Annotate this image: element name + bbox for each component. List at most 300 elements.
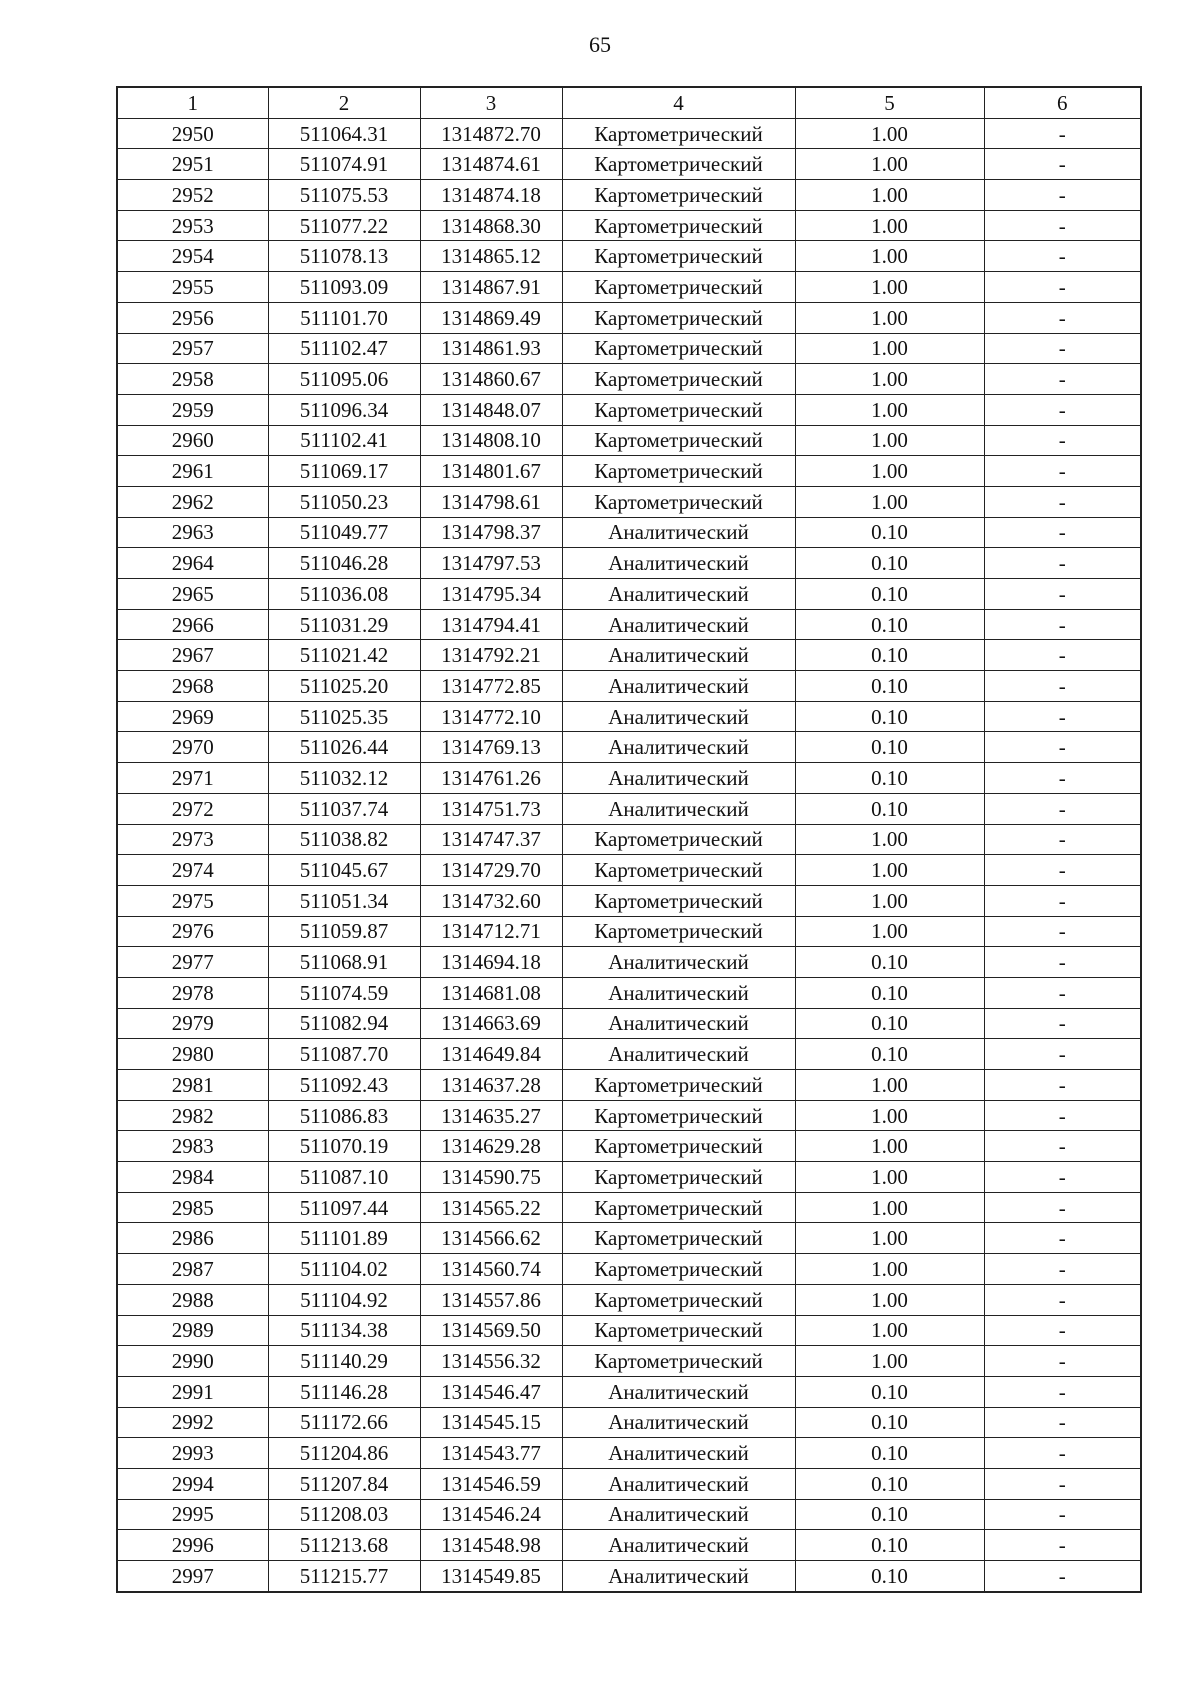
table-header bbox=[117, 87, 1141, 118]
x-coordinate-cell: 511208.03 bbox=[268, 1499, 420, 1530]
note-cell: - bbox=[984, 763, 1141, 794]
y-coordinate-cell: 1314865.12 bbox=[420, 241, 562, 272]
table-row bbox=[117, 180, 1141, 211]
note-cell: - bbox=[984, 1131, 1141, 1162]
note-cell: - bbox=[984, 425, 1141, 456]
y-coordinate-cell: 1314546.59 bbox=[420, 1468, 562, 1499]
accuracy-cell: 1.00 bbox=[795, 149, 984, 180]
y-coordinate-cell: 1314556.32 bbox=[420, 1346, 562, 1377]
point-number-cell: 2994 bbox=[117, 1468, 268, 1499]
method-cell: Картометрический bbox=[562, 1346, 795, 1377]
y-coordinate-cell: 1314874.61 bbox=[420, 149, 562, 180]
x-coordinate-cell: 511087.70 bbox=[268, 1039, 420, 1070]
y-coordinate-cell: 1314801.67 bbox=[420, 456, 562, 487]
method-cell: Картометрический bbox=[562, 364, 795, 395]
x-coordinate-cell: 511215.77 bbox=[268, 1561, 420, 1592]
accuracy-cell: 1.00 bbox=[795, 210, 984, 241]
accuracy-cell: 1.00 bbox=[795, 1223, 984, 1254]
point-number-cell: 2974 bbox=[117, 855, 268, 886]
x-coordinate-cell: 511207.84 bbox=[268, 1468, 420, 1499]
note-cell: - bbox=[984, 977, 1141, 1008]
y-coordinate-cell: 1314732.60 bbox=[420, 885, 562, 916]
table-row bbox=[117, 241, 1141, 272]
method-cell: Картометрический bbox=[562, 1315, 795, 1346]
point-number-cell: 2957 bbox=[117, 333, 268, 364]
y-coordinate-cell: 1314798.37 bbox=[420, 517, 562, 548]
note-cell: - bbox=[984, 609, 1141, 640]
method-cell: Картометрический bbox=[562, 272, 795, 303]
note-cell: - bbox=[984, 1162, 1141, 1193]
x-coordinate-cell: 511068.91 bbox=[268, 947, 420, 978]
y-coordinate-cell: 1314557.86 bbox=[420, 1284, 562, 1315]
x-coordinate-cell: 511101.89 bbox=[268, 1223, 420, 1254]
accuracy-cell: 1.00 bbox=[795, 1162, 984, 1193]
note-cell: - bbox=[984, 1468, 1141, 1499]
table-row bbox=[117, 302, 1141, 333]
accuracy-cell: 0.10 bbox=[795, 1438, 984, 1469]
y-coordinate-cell: 1314549.85 bbox=[420, 1561, 562, 1592]
note-cell: - bbox=[984, 272, 1141, 303]
point-number-cell: 2951 bbox=[117, 149, 268, 180]
point-number-cell: 2983 bbox=[117, 1131, 268, 1162]
note-cell: - bbox=[984, 1100, 1141, 1131]
point-number-cell: 2990 bbox=[117, 1346, 268, 1377]
point-number-cell: 2963 bbox=[117, 517, 268, 548]
table-row bbox=[117, 272, 1141, 303]
note-cell: - bbox=[984, 671, 1141, 702]
method-cell: Картометрический bbox=[562, 1284, 795, 1315]
note-cell: - bbox=[984, 947, 1141, 978]
accuracy-cell: 1.00 bbox=[795, 1070, 984, 1101]
x-coordinate-cell: 511102.41 bbox=[268, 425, 420, 456]
method-cell: Картометрический bbox=[562, 855, 795, 886]
x-coordinate-cell: 511070.19 bbox=[268, 1131, 420, 1162]
note-cell: - bbox=[984, 732, 1141, 763]
point-number-cell: 2961 bbox=[117, 456, 268, 487]
note-cell: - bbox=[984, 548, 1141, 579]
accuracy-cell: 1.00 bbox=[795, 885, 984, 916]
x-coordinate-cell: 511092.43 bbox=[268, 1070, 420, 1101]
column-header-2: 2 bbox=[268, 87, 420, 118]
method-cell: Аналитический bbox=[562, 732, 795, 763]
table-row bbox=[117, 977, 1141, 1008]
y-coordinate-cell: 1314772.10 bbox=[420, 701, 562, 732]
method-cell: Аналитический bbox=[562, 1468, 795, 1499]
table-row bbox=[117, 1346, 1141, 1377]
table-row bbox=[117, 1008, 1141, 1039]
y-coordinate-cell: 1314663.69 bbox=[420, 1008, 562, 1039]
x-coordinate-cell: 511075.53 bbox=[268, 180, 420, 211]
x-coordinate-cell: 511095.06 bbox=[268, 364, 420, 395]
point-number-cell: 2986 bbox=[117, 1223, 268, 1254]
table-row bbox=[117, 517, 1141, 548]
accuracy-cell: 0.10 bbox=[795, 701, 984, 732]
method-cell: Аналитический bbox=[562, 793, 795, 824]
method-cell: Аналитический bbox=[562, 1530, 795, 1561]
note-cell: - bbox=[984, 916, 1141, 947]
x-coordinate-cell: 511036.08 bbox=[268, 579, 420, 610]
y-coordinate-cell: 1314795.34 bbox=[420, 579, 562, 610]
note-cell: - bbox=[984, 1561, 1141, 1592]
point-number-cell: 2993 bbox=[117, 1438, 268, 1469]
point-number-cell: 2969 bbox=[117, 701, 268, 732]
y-coordinate-cell: 1314747.37 bbox=[420, 824, 562, 855]
table-row bbox=[117, 701, 1141, 732]
accuracy-cell: 0.10 bbox=[795, 1376, 984, 1407]
x-coordinate-cell: 511074.91 bbox=[268, 149, 420, 180]
x-coordinate-cell: 511038.82 bbox=[268, 824, 420, 855]
accuracy-cell: 0.10 bbox=[795, 1039, 984, 1070]
method-cell: Картометрический bbox=[562, 1070, 795, 1101]
method-cell: Картометрический bbox=[562, 394, 795, 425]
table-row bbox=[117, 1315, 1141, 1346]
accuracy-cell: 1.00 bbox=[795, 1254, 984, 1285]
accuracy-cell: 0.10 bbox=[795, 1468, 984, 1499]
accuracy-cell: 1.00 bbox=[795, 456, 984, 487]
x-coordinate-cell: 511025.35 bbox=[268, 701, 420, 732]
point-number-cell: 2966 bbox=[117, 609, 268, 640]
table-row bbox=[117, 456, 1141, 487]
table-row bbox=[117, 1162, 1141, 1193]
y-coordinate-cell: 1314874.18 bbox=[420, 180, 562, 211]
y-coordinate-cell: 1314751.73 bbox=[420, 793, 562, 824]
note-cell: - bbox=[984, 855, 1141, 886]
accuracy-cell: 1.00 bbox=[795, 302, 984, 333]
method-cell: Картометрический bbox=[562, 302, 795, 333]
method-cell: Аналитический bbox=[562, 609, 795, 640]
note-cell: - bbox=[984, 333, 1141, 364]
accuracy-cell: 1.00 bbox=[795, 364, 984, 395]
y-coordinate-cell: 1314546.47 bbox=[420, 1376, 562, 1407]
accuracy-cell: 1.00 bbox=[795, 1192, 984, 1223]
method-cell: Аналитический bbox=[562, 1039, 795, 1070]
table-row bbox=[117, 1223, 1141, 1254]
method-cell: Картометрический bbox=[562, 1254, 795, 1285]
table-row bbox=[117, 671, 1141, 702]
note-cell: - bbox=[984, 1530, 1141, 1561]
x-coordinate-cell: 511086.83 bbox=[268, 1100, 420, 1131]
note-cell: - bbox=[984, 364, 1141, 395]
x-coordinate-cell: 511093.09 bbox=[268, 272, 420, 303]
point-number-cell: 2995 bbox=[117, 1499, 268, 1530]
y-coordinate-cell: 1314808.10 bbox=[420, 425, 562, 456]
note-cell: - bbox=[984, 1315, 1141, 1346]
table-row bbox=[117, 916, 1141, 947]
x-coordinate-cell: 511097.44 bbox=[268, 1192, 420, 1223]
point-number-cell: 2980 bbox=[117, 1039, 268, 1070]
x-coordinate-cell: 511102.47 bbox=[268, 333, 420, 364]
y-coordinate-cell: 1314769.13 bbox=[420, 732, 562, 763]
accuracy-cell: 1.00 bbox=[795, 1346, 984, 1377]
table-row bbox=[117, 1192, 1141, 1223]
accuracy-cell: 1.00 bbox=[795, 1284, 984, 1315]
table-row bbox=[117, 210, 1141, 241]
point-number-cell: 2954 bbox=[117, 241, 268, 272]
note-cell: - bbox=[984, 1407, 1141, 1438]
x-coordinate-cell: 511026.44 bbox=[268, 732, 420, 763]
accuracy-cell: 0.10 bbox=[795, 1561, 984, 1592]
method-cell: Аналитический bbox=[562, 640, 795, 671]
note-cell: - bbox=[984, 180, 1141, 211]
point-number-cell: 2989 bbox=[117, 1315, 268, 1346]
method-cell: Картометрический bbox=[562, 1192, 795, 1223]
method-cell: Аналитический bbox=[562, 548, 795, 579]
table-row bbox=[117, 732, 1141, 763]
table-row bbox=[117, 885, 1141, 916]
y-coordinate-cell: 1314772.85 bbox=[420, 671, 562, 702]
x-coordinate-cell: 511204.86 bbox=[268, 1438, 420, 1469]
point-number-cell: 2987 bbox=[117, 1254, 268, 1285]
table-row bbox=[117, 548, 1141, 579]
point-number-cell: 2953 bbox=[117, 210, 268, 241]
table-row bbox=[117, 1376, 1141, 1407]
point-number-cell: 2996 bbox=[117, 1530, 268, 1561]
point-number-cell: 2981 bbox=[117, 1070, 268, 1101]
point-number-cell: 2988 bbox=[117, 1284, 268, 1315]
x-coordinate-cell: 511050.23 bbox=[268, 486, 420, 517]
table-row bbox=[117, 486, 1141, 517]
y-coordinate-cell: 1314712.71 bbox=[420, 916, 562, 947]
table-row bbox=[117, 364, 1141, 395]
note-cell: - bbox=[984, 1039, 1141, 1070]
y-coordinate-cell: 1314649.84 bbox=[420, 1039, 562, 1070]
table-row bbox=[117, 1561, 1141, 1592]
table-row bbox=[117, 333, 1141, 364]
accuracy-cell: 0.10 bbox=[795, 732, 984, 763]
x-coordinate-cell: 511037.74 bbox=[268, 793, 420, 824]
method-cell: Картометрический bbox=[562, 885, 795, 916]
point-number-cell: 2992 bbox=[117, 1407, 268, 1438]
accuracy-cell: 1.00 bbox=[795, 1100, 984, 1131]
note-cell: - bbox=[984, 1192, 1141, 1223]
y-coordinate-cell: 1314792.21 bbox=[420, 640, 562, 671]
x-coordinate-cell: 511134.38 bbox=[268, 1315, 420, 1346]
table-row bbox=[117, 855, 1141, 886]
y-coordinate-cell: 1314867.91 bbox=[420, 272, 562, 303]
method-cell: Аналитический bbox=[562, 517, 795, 548]
note-cell: - bbox=[984, 640, 1141, 671]
table-row bbox=[117, 763, 1141, 794]
column-header-4: 4 bbox=[562, 87, 795, 118]
x-coordinate-cell: 511051.34 bbox=[268, 885, 420, 916]
x-coordinate-cell: 511025.20 bbox=[268, 671, 420, 702]
accuracy-cell: 1.00 bbox=[795, 824, 984, 855]
point-number-cell: 2997 bbox=[117, 1561, 268, 1592]
method-cell: Картометрический bbox=[562, 210, 795, 241]
table-row bbox=[117, 947, 1141, 978]
table-row bbox=[117, 118, 1141, 149]
table-row bbox=[117, 579, 1141, 610]
point-number-cell: 2967 bbox=[117, 640, 268, 671]
point-number-cell: 2973 bbox=[117, 824, 268, 855]
point-number-cell: 2968 bbox=[117, 671, 268, 702]
method-cell: Картометрический bbox=[562, 149, 795, 180]
method-cell: Картометрический bbox=[562, 1100, 795, 1131]
y-coordinate-cell: 1314629.28 bbox=[420, 1131, 562, 1162]
note-cell: - bbox=[984, 1008, 1141, 1039]
y-coordinate-cell: 1314566.62 bbox=[420, 1223, 562, 1254]
point-number-cell: 2960 bbox=[117, 425, 268, 456]
x-coordinate-cell: 511140.29 bbox=[268, 1346, 420, 1377]
accuracy-cell: 0.10 bbox=[795, 1530, 984, 1561]
method-cell: Аналитический bbox=[562, 947, 795, 978]
method-cell: Картометрический bbox=[562, 1131, 795, 1162]
y-coordinate-cell: 1314635.27 bbox=[420, 1100, 562, 1131]
method-cell: Аналитический bbox=[562, 977, 795, 1008]
y-coordinate-cell: 1314861.93 bbox=[420, 333, 562, 364]
method-cell: Картометрический bbox=[562, 486, 795, 517]
point-number-cell: 2984 bbox=[117, 1162, 268, 1193]
x-coordinate-cell: 511069.17 bbox=[268, 456, 420, 487]
x-coordinate-cell: 511146.28 bbox=[268, 1376, 420, 1407]
y-coordinate-cell: 1314548.98 bbox=[420, 1530, 562, 1561]
method-cell: Аналитический bbox=[562, 671, 795, 702]
column-header-3: 3 bbox=[420, 87, 562, 118]
point-number-cell: 2982 bbox=[117, 1100, 268, 1131]
accuracy-cell: 1.00 bbox=[795, 241, 984, 272]
method-cell: Аналитический bbox=[562, 1008, 795, 1039]
point-number-cell: 2955 bbox=[117, 272, 268, 303]
y-coordinate-cell: 1314545.15 bbox=[420, 1407, 562, 1438]
method-cell: Картометрический bbox=[562, 1223, 795, 1254]
table-row bbox=[117, 1284, 1141, 1315]
note-cell: - bbox=[984, 793, 1141, 824]
y-coordinate-cell: 1314798.61 bbox=[420, 486, 562, 517]
accuracy-cell: 1.00 bbox=[795, 394, 984, 425]
point-number-cell: 2965 bbox=[117, 579, 268, 610]
note-cell: - bbox=[984, 1223, 1141, 1254]
accuracy-cell: 0.10 bbox=[795, 977, 984, 1008]
x-coordinate-cell: 511064.31 bbox=[268, 118, 420, 149]
accuracy-cell: 1.00 bbox=[795, 1131, 984, 1162]
x-coordinate-cell: 511082.94 bbox=[268, 1008, 420, 1039]
x-coordinate-cell: 511021.42 bbox=[268, 640, 420, 671]
method-cell: Аналитический bbox=[562, 1561, 795, 1592]
note-cell: - bbox=[984, 302, 1141, 333]
note-cell: - bbox=[984, 701, 1141, 732]
method-cell: Картометрический bbox=[562, 916, 795, 947]
note-cell: - bbox=[984, 824, 1141, 855]
point-number-cell: 2978 bbox=[117, 977, 268, 1008]
accuracy-cell: 1.00 bbox=[795, 118, 984, 149]
x-coordinate-cell: 511049.77 bbox=[268, 517, 420, 548]
y-coordinate-cell: 1314590.75 bbox=[420, 1162, 562, 1193]
table-row bbox=[117, 1039, 1141, 1070]
accuracy-cell: 0.10 bbox=[795, 1499, 984, 1530]
x-coordinate-cell: 511096.34 bbox=[268, 394, 420, 425]
point-number-cell: 2977 bbox=[117, 947, 268, 978]
accuracy-cell: 1.00 bbox=[795, 1315, 984, 1346]
accuracy-cell: 0.10 bbox=[795, 609, 984, 640]
note-cell: - bbox=[984, 517, 1141, 548]
method-cell: Картометрический bbox=[562, 180, 795, 211]
note-cell: - bbox=[984, 210, 1141, 241]
y-coordinate-cell: 1314848.07 bbox=[420, 394, 562, 425]
table-row bbox=[117, 1438, 1141, 1469]
y-coordinate-cell: 1314797.53 bbox=[420, 548, 562, 579]
note-cell: - bbox=[984, 1499, 1141, 1530]
point-number-cell: 2956 bbox=[117, 302, 268, 333]
point-number-cell: 2950 bbox=[117, 118, 268, 149]
method-cell: Картометрический bbox=[562, 333, 795, 364]
accuracy-cell: 1.00 bbox=[795, 425, 984, 456]
table-row bbox=[117, 149, 1141, 180]
x-coordinate-cell: 511074.59 bbox=[268, 977, 420, 1008]
y-coordinate-cell: 1314860.67 bbox=[420, 364, 562, 395]
accuracy-cell: 0.10 bbox=[795, 947, 984, 978]
point-number-cell: 2962 bbox=[117, 486, 268, 517]
accuracy-cell: 1.00 bbox=[795, 180, 984, 211]
note-cell: - bbox=[984, 118, 1141, 149]
y-coordinate-cell: 1314546.24 bbox=[420, 1499, 562, 1530]
x-coordinate-cell: 511104.02 bbox=[268, 1254, 420, 1285]
page-number: 65 bbox=[589, 32, 611, 57]
column-header-5: 5 bbox=[795, 87, 984, 118]
x-coordinate-cell: 511032.12 bbox=[268, 763, 420, 794]
accuracy-cell: 0.10 bbox=[795, 793, 984, 824]
table-row bbox=[117, 1407, 1141, 1438]
accuracy-cell: 1.00 bbox=[795, 272, 984, 303]
x-coordinate-cell: 511077.22 bbox=[268, 210, 420, 241]
point-number-cell: 2971 bbox=[117, 763, 268, 794]
point-number-cell: 2958 bbox=[117, 364, 268, 395]
coordinates-table bbox=[116, 86, 1142, 1593]
accuracy-cell: 1.00 bbox=[795, 916, 984, 947]
table-row bbox=[117, 1254, 1141, 1285]
column-header-1: 1 bbox=[117, 87, 268, 118]
method-cell: Картометрический bbox=[562, 1162, 795, 1193]
point-number-cell: 2970 bbox=[117, 732, 268, 763]
accuracy-cell: 1.00 bbox=[795, 855, 984, 886]
x-coordinate-cell: 511104.92 bbox=[268, 1284, 420, 1315]
accuracy-cell: 0.10 bbox=[795, 517, 984, 548]
accuracy-cell: 1.00 bbox=[795, 333, 984, 364]
note-cell: - bbox=[984, 241, 1141, 272]
table-row bbox=[117, 1499, 1141, 1530]
x-coordinate-cell: 511045.67 bbox=[268, 855, 420, 886]
point-number-cell: 2985 bbox=[117, 1192, 268, 1223]
table-row bbox=[117, 394, 1141, 425]
table-body bbox=[117, 118, 1141, 1592]
method-cell: Картометрический bbox=[562, 425, 795, 456]
method-cell: Аналитический bbox=[562, 579, 795, 610]
x-coordinate-cell: 511078.13 bbox=[268, 241, 420, 272]
column-header-6: 6 bbox=[984, 87, 1141, 118]
table-row bbox=[117, 640, 1141, 671]
y-coordinate-cell: 1314565.22 bbox=[420, 1192, 562, 1223]
table-row bbox=[117, 824, 1141, 855]
y-coordinate-cell: 1314794.41 bbox=[420, 609, 562, 640]
note-cell: - bbox=[984, 456, 1141, 487]
y-coordinate-cell: 1314681.08 bbox=[420, 977, 562, 1008]
table-row bbox=[117, 1100, 1141, 1131]
y-coordinate-cell: 1314569.50 bbox=[420, 1315, 562, 1346]
note-cell: - bbox=[984, 1284, 1141, 1315]
method-cell: Аналитический bbox=[562, 1438, 795, 1469]
method-cell: Аналитический bbox=[562, 701, 795, 732]
table-row bbox=[117, 1530, 1141, 1561]
accuracy-cell: 0.10 bbox=[795, 1008, 984, 1039]
x-coordinate-cell: 511213.68 bbox=[268, 1530, 420, 1561]
x-coordinate-cell: 511059.87 bbox=[268, 916, 420, 947]
table-row bbox=[117, 609, 1141, 640]
table-row bbox=[117, 425, 1141, 456]
y-coordinate-cell: 1314869.49 bbox=[420, 302, 562, 333]
y-coordinate-cell: 1314560.74 bbox=[420, 1254, 562, 1285]
y-coordinate-cell: 1314872.70 bbox=[420, 118, 562, 149]
note-cell: - bbox=[984, 1070, 1141, 1101]
table-row bbox=[117, 1468, 1141, 1499]
